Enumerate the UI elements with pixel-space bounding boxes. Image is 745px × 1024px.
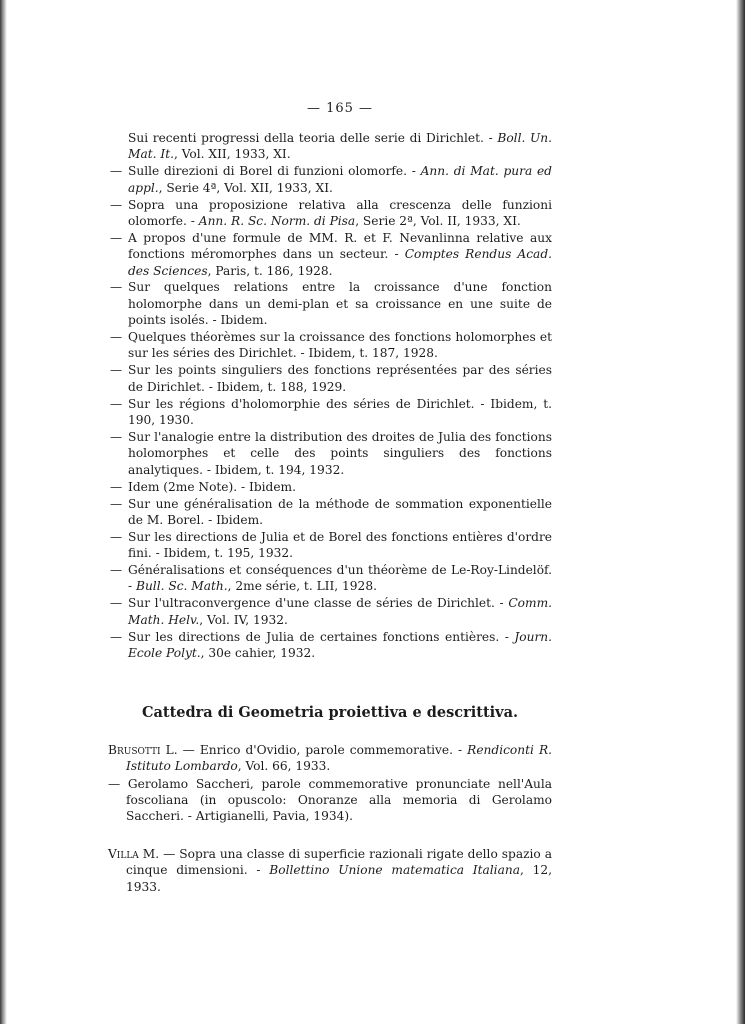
bib-text: Sur une généralisation de la méthode de sommation exponentielle de M. Borel. - Ibidem. [128,496,552,527]
bib-details: , 12, 1933. [126,863,552,894]
bib-entry [108,776,552,825]
bib-details: , 2me série, t. LII, 1928. [227,579,377,594]
bib-source: Comm. Math. Helv. [128,596,552,627]
brusotti-publications [108,742,552,826]
bib-details: , Vol. 66, 1933. [237,759,331,774]
bib-dash: — [110,563,123,578]
bib-dash: — [110,529,123,544]
bib-details: , Vol. XII, 1933, XI. [173,147,291,162]
bib-details: , 30e cahier, 1932. [200,645,316,660]
bib-entry [110,479,552,495]
bib-text: Sui recenti progressi della teoria delle serie di Dirichlet. - [128,131,498,145]
bib-entry [110,429,552,478]
bib-text: Sur quelques relations entre la croissance d'une fonction holomorphe dans un demi-plan et sa croissance en une suite de points isolés. - Ibidem. [128,280,552,328]
bib-details: , Serie 4ª, Vol. XII, 1933, XI. [158,180,333,195]
bib-dash: — [110,230,123,245]
scan-edge-left [0,0,7,1024]
bib-text: Sur les directions de Julia de certaines fonctions entières. - [128,629,515,644]
bib-text: Idem (2me Note). - Ibidem. [128,479,296,494]
bib-entry [110,562,552,595]
bibliography-list [110,130,552,662]
bib-entry [110,396,552,429]
bib-text: Enrico d'Ovidio, parole commemorative. - [199,743,468,757]
bib-dash: — [110,197,123,212]
bib-dash: — [110,596,123,611]
bib-source: Bull. Sc. Math. [136,579,228,594]
bib-source: Journ. Ecole Polyt. [128,629,552,660]
scan-edge-right [736,0,745,1024]
bib-entry [110,529,552,562]
bib-text: A propos d'une formule de MM. R. et F. Nevanlinna relative aux fonctions méromorphes dans un secteur. - [128,230,552,262]
bib-entry [110,163,552,196]
bib-entry [110,230,552,279]
bib-details: , Paris, t. 186, 1928. [207,263,333,278]
bib-entry [110,496,552,529]
bib-source: Ann. di Mat. pura ed appl. [128,164,552,195]
bib-details: , Vol. IV, 1932. [199,612,288,627]
bib-text: Sopra una classe di superficie razionali rigate dello spazio a cinque dimensioni. - [126,847,552,878]
section-title: Cattedra di Geometria proiettiva e descrittiva. [141,704,519,721]
bib-text: Généralisations et conséquences d'un théorème de Le-Roy-Lindelöf. - [128,563,552,594]
bib-dash: — [110,429,123,444]
bib-entry [110,329,552,362]
bib-source: Bollettino Unione matematica Italiana [269,863,520,878]
bib-dash: — [110,396,123,411]
bib-details: , Serie 2ª, Vol. II, 1933, XI. [355,213,521,228]
bib-entry [108,846,552,895]
bib-text: Quelques théorèmes sur la croissance des fonctions holomorphes et sur les séries des Dirichlet. - Ibidem, t. 187, 1928. [128,330,552,361]
bib-entry [110,279,552,328]
bib-text: Sopra una proposizione relativa alla crescenza delle funzioni olomorfe. - [128,197,552,228]
author-name: Brusotti L. — [108,743,200,757]
bib-entry [110,130,552,163]
bib-entry [108,742,552,775]
bib-text: Sur les régions d'holomorphie des séries de Dirichlet. - Ibidem, t. 190, 1930. [128,396,552,427]
villa-publications [108,846,552,896]
author-name: Villa M. — [108,847,180,861]
bib-text: Sur l'analogie entre la distribution des droites de Julia des fonctions holomorphes et celle des points singuliers des fonctions analytiques. - Ibidem, t. 194, 1932. [128,429,552,477]
bib-source: Ann. R. Sc. Norm. di Pisa [198,213,356,228]
bib-dash: — [110,496,123,511]
bib-dash: — [110,363,123,378]
bib-source: Comptes Rendus Acad. des Sciences [128,247,552,278]
bib-entry [110,595,552,628]
bib-dash: — [110,330,123,345]
bib-entry [110,629,552,662]
bib-dash: — [110,629,123,644]
bib-entry [110,362,552,395]
bib-source: Rendiconti R. Istituto Lombardo [126,743,552,774]
bib-dash: — [108,776,128,791]
bib-dash: — [110,280,123,295]
bib-source: Boll. Un. Mat. It. [128,131,552,162]
bib-dash: — [110,479,123,494]
bib-text: Gerolamo Saccheri, parole commemorative pronunciate nell'Aula foscoliana (in opuscolo: Onoranze alla memoria di Gerolamo Saccheri. - Artigianelli, Pavia, 1934). [126,776,553,824]
bib-text: Sur les points singuliers des fonctions représentées par des séries de Dirichlet. - Ibidem, t. 188, 1929. [128,363,552,394]
page-number: — 165 — [306,101,374,116]
bib-dash: — [110,164,123,179]
bib-text: Sur l'ultraconvergence d'une classe de séries de Dirichlet. - [128,596,509,611]
bib-entry [110,197,552,230]
bib-text: Sulle direzioni di Borel di funzioni olomorfe. - [128,164,421,179]
bib-text: Sur les directions de Julia et de Borel des fonctions entières d'ordre fini. - Ibidem, t. 195, 1932. [128,529,552,561]
